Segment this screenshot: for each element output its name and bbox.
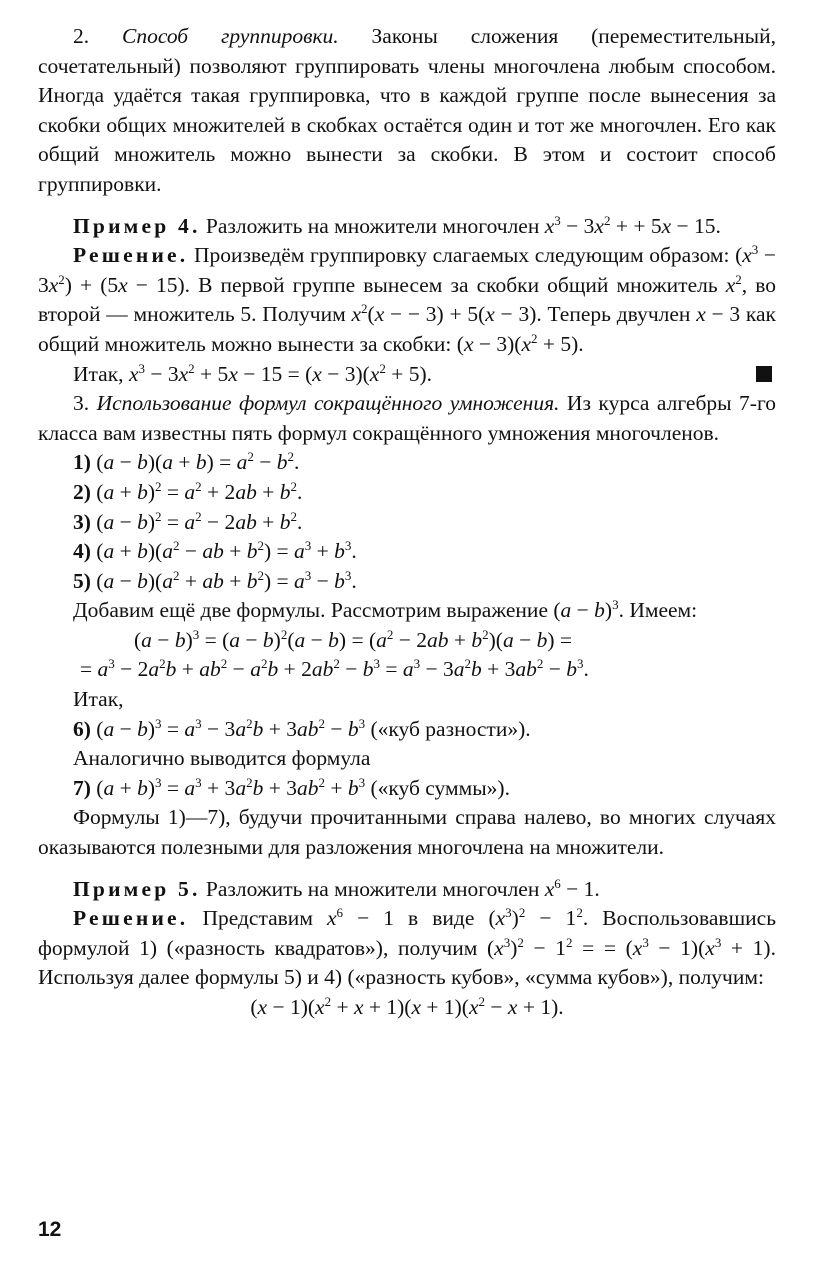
formulas-summary: Формулы 1)—7), будучи прочитанными справа налево, во многих случаях оказываются полезными для разложения многочлена на множители. [38,805,776,860]
example-4-result: Итак, $x^3 - 3x^2 + 5x - 15 = (x - 3)(x^2 + 5)$. [38,360,776,390]
solution-label-5: Решение. [73,906,189,931]
example-4-solution: Решение. Произведём группировку слагаемых следующим образом: $(x^3 - 3x^2) + (5x - 15)$. В первой группе вынесем за скобки общий множитель $x^2$, во второй — множитель 5. Получим $x^2(x$ − − 3) + 5(x − 3). Теперь двучлен x − 3 как общий множитель можно вынести за скобки: $(x - 3)(x^2 + 5)$. [38,242,776,356]
formula-3: 3) $(a - b)^2 = a^2 - 2ab + b^2$. [73,508,303,534]
page-number: 12 [38,1218,62,1241]
formula-5: 5) $(a - b)(a^2$ + ab + $b^2) = a^3 - b^3$. [73,567,357,593]
section-heading-grouping: Способ группировки. [121,24,339,48]
example-5-solution: Решение. Представим $x^6 - 1$ в виде $(x^3)^2 - 1^2$. Воспользовавшись формулой 1) («разность квадратов»), получим $(x^3)^2 - 1^2$ = = $(x^3 - 1)(x^3 + 1)$. Используя далее формулы 5) и 4) («разность кубов», «сумма кубов»), получим: [38,905,776,990]
solution-label: Решение. [73,243,189,268]
section-formulas: 3. Использование формул сокращённого умножения. Из курса алгебры 7-го класса вам известны пять формул сокращённого умножения многочленов. [38,391,776,445]
derivation-line-1: $(a - b)^3 = (a - b)^2(a - b) = (a^2 - 2ab + b^2)(a - b)$ = [134,626,573,652]
end-of-proof-icon [756,366,772,382]
example-4-label: Пример 4. [73,213,201,238]
example-5-label: Пример 5. [73,876,201,901]
example-4-statement: Пример 4. Разложить на множители многочлен $x^3 - 3x^2$ + + 5x − 15. [73,212,721,238]
derivation-line-2: = $a^3 - 2a^2b + ab^2 - a^2b + 2ab^2 - b^3 = a^3 - 3a^2b + 3ab^2 - b^3$. [80,656,589,682]
section-heading-formulas: Использование формул сокращённого умножения. [96,391,560,416]
section-grouping-text: Законы сложения (переместительный, сочетательный) позволяют группировать члены многочлена любым способом. Иногда удаётся такая группировка, что в каждой группе после вынесения за скобки общих множителей в скобках остаётся один и тот же многочлен. Его как общий множитель можно вынести за скобки. В этом и состоит способ группировки. [38,24,777,196]
example-5-statement: Пример 5. Разложить на множители многочлен $x^6 - 1$. [73,875,600,901]
formula-2: 2) $(a + b)^2 = a^2 + 2ab + b^2$. [73,478,303,504]
formula-4: 4) $(a + b)(a^2$ − ab + $b^2) = a^3 + b^3$. [73,537,357,564]
more-formulas-intro: Добавим ещё две формулы. Рассмотрим выражение $(a - b)^3$. Имеем: [73,597,698,623]
itak-label: Итак, [73,687,124,712]
analog-text: Аналогично выводится формула [73,746,371,771]
formula-1: 1) $(a - b)(a + b) = a^2 - b^2$. [73,449,300,475]
example-5-result: $(x - 1)(x^2 + x + 1)(x + 1)(x^2 - x + 1)$. [250,993,564,1019]
formula-6: 6) $(a - b)^3 = a^3 - 3a^2b + 3ab^2 - b^3$ («куб разности»). [73,715,531,741]
formula-7: 7) $(a + b)^3 = a^3 + 3a^2b + 3ab^2 + b^3$ («куб суммы»). [73,774,510,800]
section-grouping: 2. Способ группировки. Законы сложения (переместительный, сочетательный) позволяют группировать члены многочлена любым способом. Иногда удаётся такая группировка, что в каждой группе после вынесения за скобки общих множителей в скобках остаётся один и тот же многочлен. Его как общий множитель можно вынести за скобки. В этом и состоит способ группировки. [38,24,777,196]
